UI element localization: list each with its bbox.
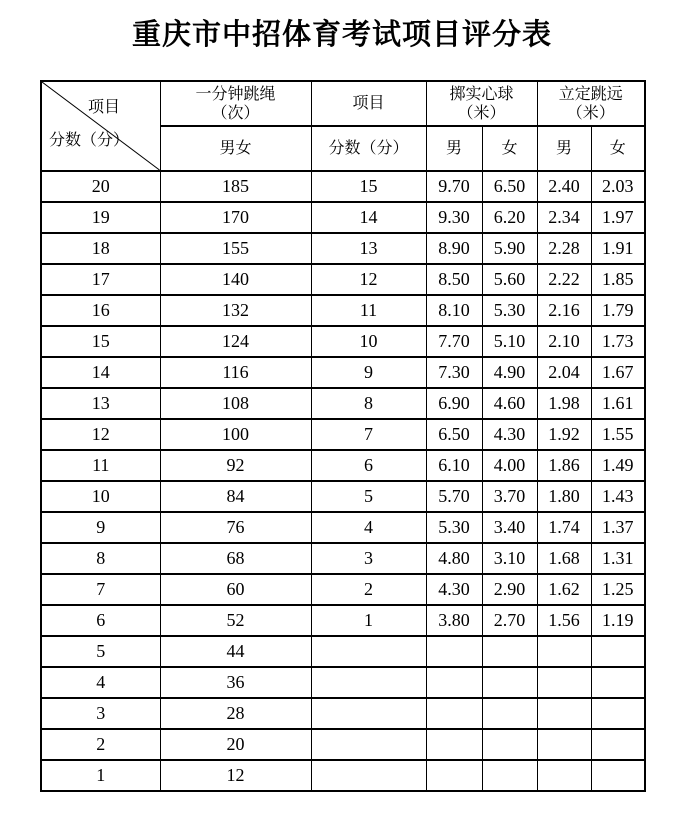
table-cell: 4.00 bbox=[482, 450, 537, 481]
table-cell bbox=[311, 729, 426, 760]
table-cell: 1 bbox=[41, 760, 160, 791]
table-cell: 16 bbox=[41, 295, 160, 326]
table-cell: 140 bbox=[160, 264, 311, 295]
table-cell: 4 bbox=[311, 512, 426, 543]
scoring-table bbox=[40, 80, 646, 792]
header-solid-ball bbox=[426, 81, 537, 126]
table-cell: 5.60 bbox=[482, 264, 537, 295]
table-row bbox=[41, 512, 645, 543]
table-cell: 84 bbox=[160, 481, 311, 512]
header-standing-jump-line1: 立定跳远 bbox=[558, 85, 623, 103]
table-cell: 12 bbox=[41, 419, 160, 450]
table-cell: 19 bbox=[41, 202, 160, 233]
table-cell: 8 bbox=[41, 543, 160, 574]
table-cell: 1.67 bbox=[591, 357, 645, 388]
table-cell bbox=[482, 636, 537, 667]
table-cell bbox=[482, 760, 537, 791]
table-cell bbox=[482, 729, 537, 760]
table-row bbox=[41, 202, 645, 233]
table-row bbox=[41, 419, 645, 450]
table-cell: 10 bbox=[311, 326, 426, 357]
table-cell: 11 bbox=[311, 295, 426, 326]
header-rope-skip bbox=[160, 81, 311, 126]
table-cell: 5 bbox=[41, 636, 160, 667]
table-row bbox=[41, 388, 645, 419]
table-cell bbox=[591, 760, 645, 791]
table-cell: 9.30 bbox=[426, 202, 482, 233]
table-cell bbox=[537, 667, 591, 698]
table-cell: 1.91 bbox=[591, 233, 645, 264]
table-cell: 9 bbox=[311, 357, 426, 388]
table-cell: 1 bbox=[311, 605, 426, 636]
table-cell: 7.70 bbox=[426, 326, 482, 357]
table-row bbox=[41, 357, 645, 388]
table-cell bbox=[591, 636, 645, 667]
table-cell bbox=[537, 698, 591, 729]
table-cell: 4 bbox=[41, 667, 160, 698]
table-cell: 2.04 bbox=[537, 357, 591, 388]
table-cell: 60 bbox=[160, 574, 311, 605]
header-solid-ball-line1: 掷实心球 bbox=[449, 85, 514, 103]
table-row bbox=[41, 605, 645, 636]
table-cell: 13 bbox=[41, 388, 160, 419]
table-cell bbox=[311, 636, 426, 667]
table-cell bbox=[591, 667, 645, 698]
subheader-jump-male: 男 bbox=[537, 126, 591, 171]
table-cell: 1.37 bbox=[591, 512, 645, 543]
table-cell: 4.80 bbox=[426, 543, 482, 574]
table-cell bbox=[482, 698, 537, 729]
table-cell: 4.30 bbox=[482, 419, 537, 450]
table-cell: 1.80 bbox=[537, 481, 591, 512]
table-cell bbox=[591, 729, 645, 760]
subheader-ball-female: 女 bbox=[482, 126, 537, 171]
table-cell: 14 bbox=[41, 357, 160, 388]
table-cell: 1.62 bbox=[537, 574, 591, 605]
table-cell: 6 bbox=[41, 605, 160, 636]
table-row bbox=[41, 698, 645, 729]
table-cell bbox=[426, 729, 482, 760]
page-title: 重庆市中招体育考试项目评分表 bbox=[131, 19, 552, 51]
table-cell: 14 bbox=[311, 202, 426, 233]
table-cell bbox=[537, 760, 591, 791]
table-cell: 12 bbox=[160, 760, 311, 791]
subheader-rope-gender: 男女 bbox=[160, 126, 311, 171]
table-row bbox=[41, 636, 645, 667]
table-cell bbox=[426, 667, 482, 698]
table-cell: 108 bbox=[160, 388, 311, 419]
subheader-jump-female: 女 bbox=[591, 126, 645, 171]
table-cell: 132 bbox=[160, 295, 311, 326]
table-cell: 185 bbox=[160, 171, 311, 202]
table-cell: 3.70 bbox=[482, 481, 537, 512]
table-cell bbox=[591, 698, 645, 729]
table-cell: 1.25 bbox=[591, 574, 645, 605]
table-cell: 8.90 bbox=[426, 233, 482, 264]
table-cell bbox=[311, 760, 426, 791]
table-cell: 18 bbox=[41, 233, 160, 264]
table-cell: 1.92 bbox=[537, 419, 591, 450]
table-cell: 11 bbox=[41, 450, 160, 481]
table-cell: 2.90 bbox=[482, 574, 537, 605]
table-cell: 2.16 bbox=[537, 295, 591, 326]
table-row bbox=[41, 729, 645, 760]
table-cell: 28 bbox=[160, 698, 311, 729]
table-cell: 1.98 bbox=[537, 388, 591, 419]
table-cell: 2.22 bbox=[537, 264, 591, 295]
table-row bbox=[41, 264, 645, 295]
table-cell bbox=[311, 698, 426, 729]
subheader-ball-male: 男 bbox=[426, 126, 482, 171]
table-cell: 1.86 bbox=[537, 450, 591, 481]
table-cell bbox=[482, 667, 537, 698]
table-cell: 3.80 bbox=[426, 605, 482, 636]
table-cell: 36 bbox=[160, 667, 311, 698]
table-cell: 1.74 bbox=[537, 512, 591, 543]
table-cell: 92 bbox=[160, 450, 311, 481]
table-cell: 52 bbox=[160, 605, 311, 636]
table-cell: 5.90 bbox=[482, 233, 537, 264]
table-cell: 1.73 bbox=[591, 326, 645, 357]
table-cell: 5.10 bbox=[482, 326, 537, 357]
table-cell bbox=[426, 698, 482, 729]
table-cell: 6.10 bbox=[426, 450, 482, 481]
table-cell: 8 bbox=[311, 388, 426, 419]
table-cell: 6.20 bbox=[482, 202, 537, 233]
table-cell bbox=[537, 729, 591, 760]
table-cell: 6.50 bbox=[482, 171, 537, 202]
table-cell: 7.30 bbox=[426, 357, 482, 388]
table-row bbox=[41, 574, 645, 605]
table-cell: 1.31 bbox=[591, 543, 645, 574]
table-cell: 124 bbox=[160, 326, 311, 357]
subheader-score: 分数（分） bbox=[311, 126, 426, 171]
table-cell: 15 bbox=[41, 326, 160, 357]
table-cell: 5.30 bbox=[482, 295, 537, 326]
header-item: 项目 bbox=[311, 81, 426, 126]
table-row bbox=[41, 450, 645, 481]
table-row bbox=[41, 543, 645, 574]
table-cell: 3.10 bbox=[482, 543, 537, 574]
table-cell: 9.70 bbox=[426, 171, 482, 202]
table-cell: 2.40 bbox=[537, 171, 591, 202]
table-cell: 6.90 bbox=[426, 388, 482, 419]
table-row bbox=[41, 233, 645, 264]
table-row bbox=[41, 760, 645, 791]
header-row-1 bbox=[41, 81, 645, 126]
header-solid-ball-line2: （米） bbox=[457, 104, 506, 122]
table-cell: 2 bbox=[311, 574, 426, 605]
table-cell: 1.68 bbox=[537, 543, 591, 574]
table-cell: 20 bbox=[160, 729, 311, 760]
table-cell: 7 bbox=[41, 574, 160, 605]
table-cell bbox=[537, 636, 591, 667]
table-cell: 1.56 bbox=[537, 605, 591, 636]
table-cell: 5 bbox=[311, 481, 426, 512]
header-standing-jump bbox=[537, 81, 645, 126]
table-cell bbox=[311, 667, 426, 698]
table-body bbox=[41, 171, 645, 791]
table-cell: 8.10 bbox=[426, 295, 482, 326]
header-rope-skip-line1: 一分钟跳绳 bbox=[195, 85, 276, 103]
table-cell: 10 bbox=[41, 481, 160, 512]
table-cell: 3 bbox=[41, 698, 160, 729]
header-rope-skip-line2: （次） bbox=[211, 104, 260, 122]
table-cell: 1.19 bbox=[591, 605, 645, 636]
diagonal-label-item: 项目 bbox=[88, 99, 121, 116]
table-cell bbox=[426, 636, 482, 667]
table-cell: 12 bbox=[311, 264, 426, 295]
table-cell: 20 bbox=[41, 171, 160, 202]
table-cell: 44 bbox=[160, 636, 311, 667]
table-cell: 1.55 bbox=[591, 419, 645, 450]
diagonal-header-cell bbox=[41, 81, 160, 171]
table-cell: 1.43 bbox=[591, 481, 645, 512]
table-cell: 4.90 bbox=[482, 357, 537, 388]
table-cell: 116 bbox=[160, 357, 311, 388]
table-cell: 1.49 bbox=[591, 450, 645, 481]
table-cell: 4.60 bbox=[482, 388, 537, 419]
table-row bbox=[41, 667, 645, 698]
table-cell: 6 bbox=[311, 450, 426, 481]
table-row bbox=[41, 171, 645, 202]
table-cell: 1.79 bbox=[591, 295, 645, 326]
table-cell: 17 bbox=[41, 264, 160, 295]
table-cell: 8.50 bbox=[426, 264, 482, 295]
table-row bbox=[41, 481, 645, 512]
table-cell: 155 bbox=[160, 233, 311, 264]
header-standing-jump-line2: （米） bbox=[566, 104, 615, 122]
table-cell: 2.03 bbox=[591, 171, 645, 202]
table-row bbox=[41, 326, 645, 357]
table-cell: 5.70 bbox=[426, 481, 482, 512]
table-cell: 2.70 bbox=[482, 605, 537, 636]
table-cell: 2.10 bbox=[537, 326, 591, 357]
table-cell: 68 bbox=[160, 543, 311, 574]
table-cell: 3.40 bbox=[482, 512, 537, 543]
table-cell: 100 bbox=[160, 419, 311, 450]
table-row bbox=[41, 295, 645, 326]
table-cell: 6.50 bbox=[426, 419, 482, 450]
table-cell: 2.28 bbox=[537, 233, 591, 264]
diagonal-line-icon bbox=[42, 82, 160, 170]
table-cell bbox=[426, 760, 482, 791]
table-cell: 170 bbox=[160, 202, 311, 233]
table-cell: 13 bbox=[311, 233, 426, 264]
table-cell: 2.34 bbox=[537, 202, 591, 233]
diagonal-label-score: 分数（分） bbox=[49, 132, 130, 149]
table-cell: 2 bbox=[41, 729, 160, 760]
table-cell: 1.61 bbox=[591, 388, 645, 419]
table-cell: 76 bbox=[160, 512, 311, 543]
table-cell: 5.30 bbox=[426, 512, 482, 543]
table-cell: 15 bbox=[311, 171, 426, 202]
table-cell: 1.97 bbox=[591, 202, 645, 233]
table-cell: 9 bbox=[41, 512, 160, 543]
table-cell: 4.30 bbox=[426, 574, 482, 605]
table-cell: 7 bbox=[311, 419, 426, 450]
table-cell: 3 bbox=[311, 543, 426, 574]
table-cell: 1.85 bbox=[591, 264, 645, 295]
